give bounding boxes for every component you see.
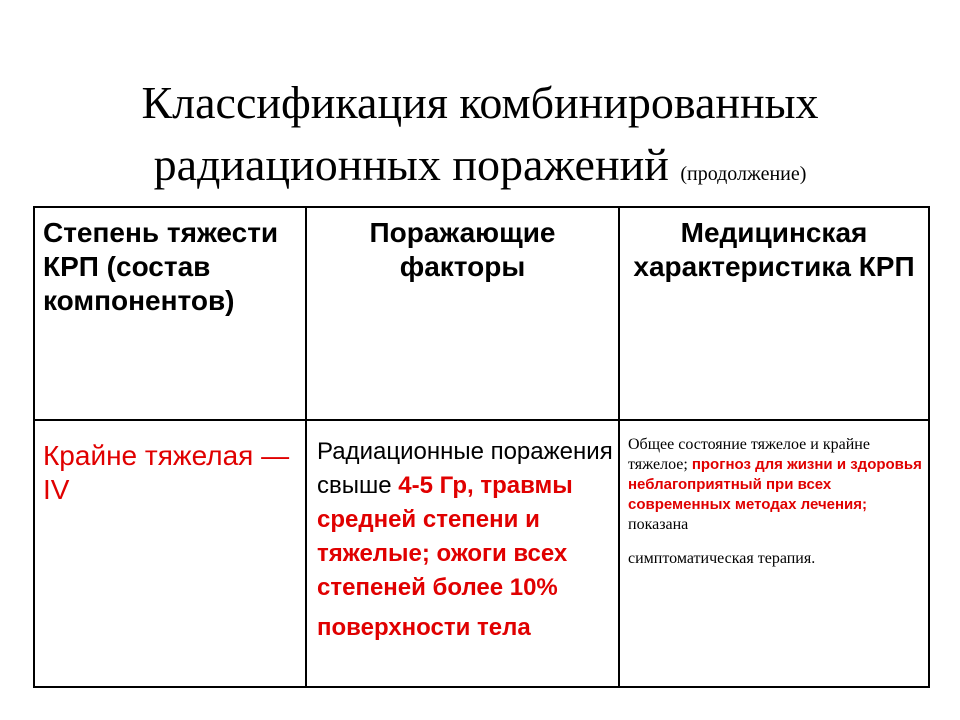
- title-line-2: [0, 134, 960, 205]
- medical-part-3: показана: [628, 516, 689, 533]
- factors-part-3: поверхности тела: [317, 614, 531, 641]
- factors-text: [307, 421, 618, 645]
- cell-degree: [34, 420, 306, 687]
- factors-part-2: 4-5 Гр, травмы средней степени и тяжелые; ожоги всех степеней более 10%: [317, 472, 573, 601]
- header-cell-degree: [34, 207, 306, 420]
- medical-part-4: симптоматическая терапия.: [628, 550, 816, 567]
- medical-part-2: прогноз для жизни и здоровья неблагоприятный при всех современных методах лечения;: [628, 456, 922, 513]
- table-row: [34, 420, 929, 687]
- title-line-2-text: радиационных поражений: [153, 139, 669, 190]
- header-degree: Степень тяжести КРП (состав компонентов): [43, 217, 279, 316]
- table-header-row: [34, 207, 929, 420]
- cell-medical: [619, 420, 929, 687]
- title-line-1: Классификация комбинированных: [141, 77, 819, 128]
- header-medical: Медицинская характеристика КРП: [633, 217, 915, 282]
- medical-part-1: Общее состояние тяжелое и крайне тяжелое;: [628, 436, 870, 473]
- factors-part-1: Радиационные поражения свыше: [317, 438, 613, 499]
- header-factors: Поражающие факторы: [369, 217, 556, 282]
- slide-title: [0, 72, 960, 205]
- classification-table: [33, 206, 930, 688]
- header-cell-factors: [306, 207, 619, 420]
- medical-text: [620, 421, 928, 569]
- degree-text: Крайне тяжелая — IV: [43, 440, 290, 505]
- cell-factors: [306, 420, 619, 687]
- title-suffix: (продолжение): [680, 163, 807, 185]
- header-cell-medical: [619, 207, 929, 420]
